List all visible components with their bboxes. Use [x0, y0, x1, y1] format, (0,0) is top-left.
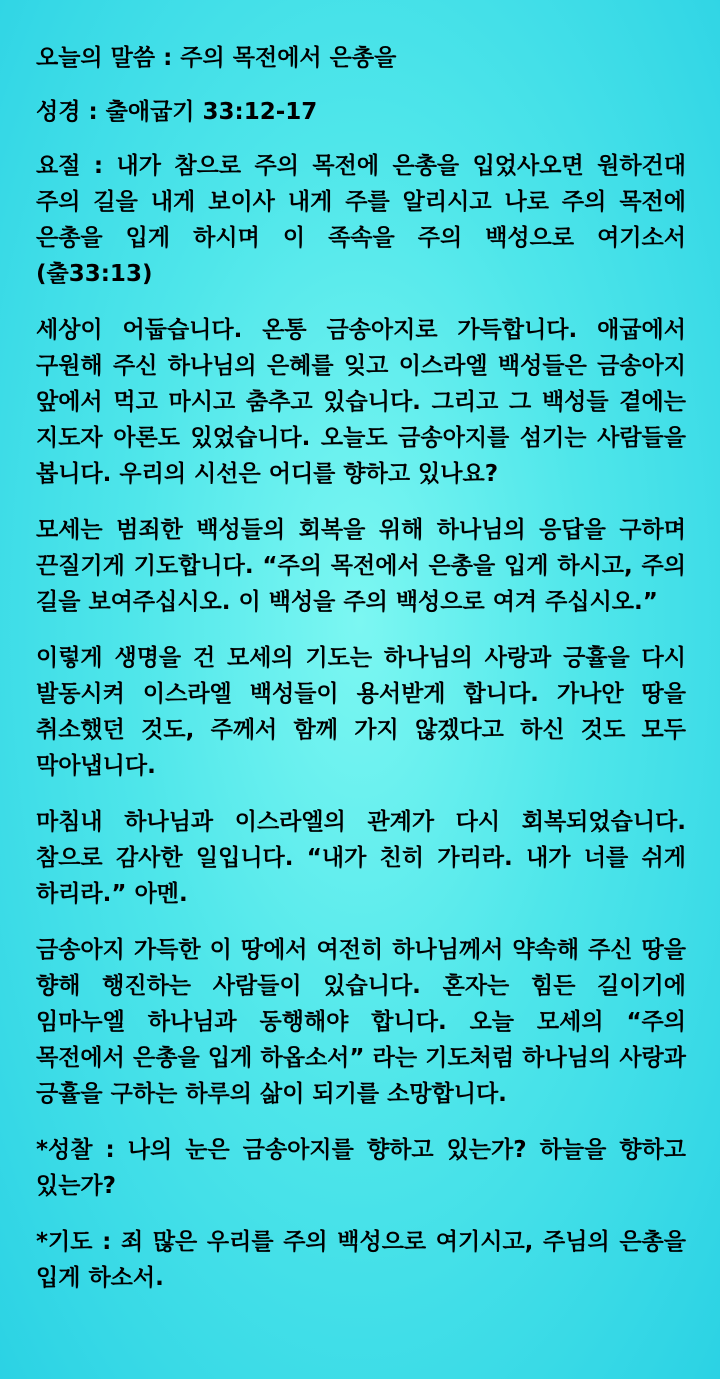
scripture-reference: 성경 : 출애굽기 33:12-17	[36, 99, 318, 125]
devotional-text	[36, 40, 686, 1316]
key-verse: 요절 : 내가 참으로 주의 목전에 은총을 입었사오면 원하건대 주의 길을 내게 보이사 내게 주를 알리시고 나로 주의 목전에 은총을 입게 하시며 이 족속을 주의 백성으로 여기소서(출33:13)	[36, 153, 686, 287]
todays-word-title: 오늘의 말씀 : 주의 목전에서 은총을	[36, 45, 397, 71]
body-paragraph-5: 금송아지 가득한 이 땅에서 여전히 하나님께서 약속해 주신 땅을 향해 행진하는 사람들이 있습니다. 혼자는 힘든 길이기에 임마누엘 하나님과 동행해야 합니다. 오늘 모세의 “주의 목전에서 은총을 입게 하옵소서” 라는 기도처럼 하나님의 사랑과 긍휼을 구하는 하루의 삶이 되기를 소망합니다.	[36, 937, 686, 1107]
body-paragraph-1: 세상이 어둡습니다. 온통 금송아지로 가득합니다. 애굽에서 구원해 주신 하나님의 은혜를 잊고 이스라엘 백성들은 금송아지 앞에서 먹고 마시고 춤추고 있습니다. 그리고 그 백성들 곁에는 지도자 아론도 있었습니다. 오늘도 금송아지를 섬기는 사람들을 봅니다. 우리의 시선은 어디를 향하고 있나요?	[36, 317, 686, 487]
body-paragraph-2: 모세는 범죄한 백성들의 회복을 위해 하나님의 응답을 구하며 끈질기게 기도합니다. “주의 목전에서 은총을 입게 하시고, 주의 길을 보여주십시오. 이 백성을 주의 백성으로 여겨 주십시오.”	[36, 517, 686, 615]
body-paragraph-3: 이렇게 생명을 건 모세의 기도는 하나님의 사랑과 긍휼을 다시 발동시켜 이스라엘 백성들이 용서받게 합니다. 가나안 땅을 취소했던 것도, 주께서 함께 가지 않겠다고 하신 것도 모두 막아냅니다.	[36, 645, 686, 779]
body-paragraph-4: 마침내 하나님과 이스라엘의 관계가 다시 회복되었습니다. 참으로 감사한 일입니다. “내가 친히 가리라. 내가 너를 쉬게 하리라.” 아멘.	[36, 809, 686, 907]
reflection: *성찰 : 나의 눈은 금송아지를 향하고 있는가? 하늘을 향하고 있는가?	[36, 1137, 686, 1199]
prayer: *기도 : 죄 많은 우리를 주의 백성으로 여기시고, 주님의 은총을 입게 하소서.	[36, 1229, 686, 1291]
